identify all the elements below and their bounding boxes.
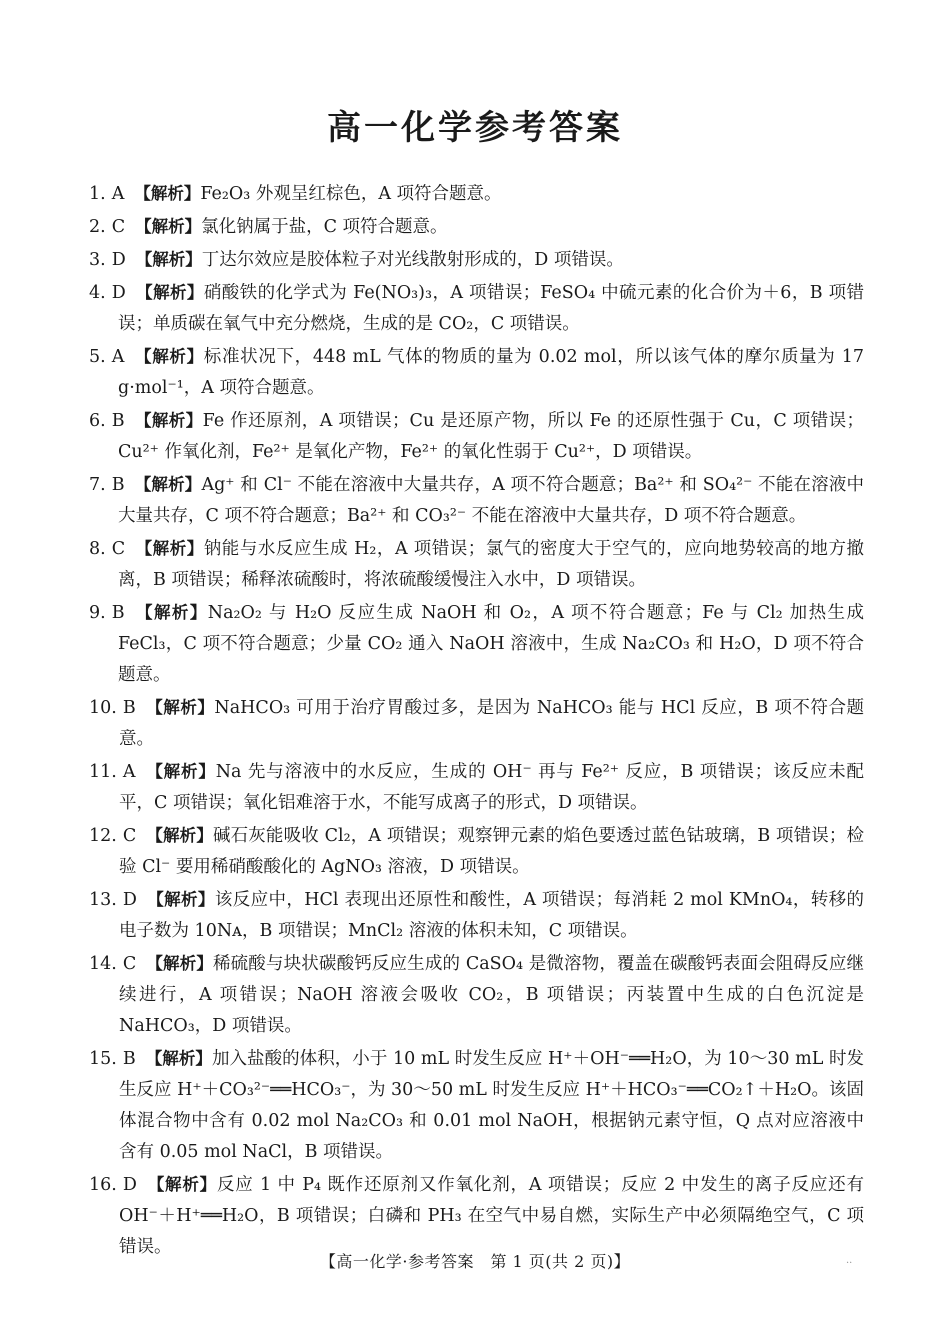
- analysis-tag: 【解析】: [135, 283, 204, 302]
- analysis-tag: 【解析】: [135, 250, 202, 269]
- item-number: 3.: [89, 250, 106, 270]
- item-answer: B: [122, 1049, 136, 1069]
- item-answer: C: [111, 217, 126, 237]
- answer-item-11: [89, 756, 864, 819]
- page-title: 高一化学参考答案: [327, 108, 623, 148]
- corner-mark: ··: [846, 1258, 853, 1269]
- analysis-tag: 【解析】: [146, 1175, 217, 1194]
- item-explanation: 该反应中，HCl 表现出还原性和酸性，A 项错误；每消耗 2 mol KMnO₄，转移的电子数为 10Nᴀ，B 项错误；MnCl₂ 溶液的体积未知，C 项错误。: [119, 890, 864, 941]
- analysis-tag: 【解析】: [135, 217, 202, 236]
- answer-item-7: [89, 469, 864, 532]
- analysis-tag: 【解析】: [146, 890, 215, 909]
- item-answer: A: [111, 184, 125, 204]
- item-explanation: 钠能与水反应生成 H₂，A 项错误；氯气的密度大于空气的，应向地势较高的地方撤离，B 项错误；稀释浓硫酸时，将浓硫酸缓慢注入水中，D 项错误。: [118, 539, 864, 590]
- item-answer: C: [122, 954, 137, 974]
- item-number: 1.: [89, 184, 106, 204]
- item-number: 13.: [89, 890, 117, 910]
- analysis-tag: 【解析】: [146, 826, 213, 845]
- analysis-tag: 【解析】: [145, 1049, 212, 1068]
- item-explanation: Fe 作还原剂，A 项错误；Cu 是还原产物，所以 Fe 的还原性强于 Cu，C 项错误；Cu²⁺ 作氧化剂，Fe²⁺ 是氧化产物，Fe²⁺ 的氧化性弱于 Cu²⁺，D 项错误。: [118, 411, 864, 462]
- item-number: 10.: [89, 698, 117, 718]
- answer-item-6: [89, 405, 864, 468]
- item-number: 12.: [89, 826, 117, 846]
- answer-item-2: [89, 211, 864, 243]
- answer-item-10: [89, 692, 864, 755]
- item-answer: D: [111, 283, 126, 303]
- item-answer: B: [122, 698, 136, 718]
- item-explanation: Ag⁺ 和 Cl⁻ 不能在溶液中大量共存，A 项不符合题意；Ba²⁺ 和 SO₄²⁻ 不能在溶液中大量共存，C 项不符合题意；Ba²⁺ 和 CO₃²⁻ 不能在溶液中大量共存，D 项不符合题意。: [118, 475, 864, 526]
- item-explanation: 硝酸铁的化学式为 Fe(NO₃)₃，A 项错误；FeSO₄ 中硫元素的化合价为＋6，B 项错误；单质碳在氧气中充分燃烧，生成的是 CO₂，C 项错误。: [118, 283, 864, 334]
- answer-item-14: [89, 948, 864, 1042]
- answer-item-1: [89, 178, 864, 210]
- item-explanation: 加入盐酸的体积，小于 10 mL 时发生反应 H⁺＋OH⁻══H₂O，为 10～30 mL 时发生反应 H⁺＋CO₃²⁻══HCO₃⁻，为 30～50 mL 时发生反应 H⁺＋HCO₃⁻══CO₂↑＋H₂O。该固体混合物中含有 0.02 mol Na₂CO₃ 和 0.01 mol NaOH，根据钠元素守恒，Q 点对应溶液中含有 0.05 mol NaCl，B 项错误。: [119, 1049, 865, 1162]
- item-number: 9.: [89, 603, 106, 623]
- analysis-tag: 【解析】: [146, 954, 213, 973]
- item-number: 5.: [89, 347, 106, 367]
- answer-list: [89, 178, 864, 1264]
- item-number: 8.: [89, 539, 106, 559]
- analysis-tag: 【解析】: [134, 347, 204, 366]
- item-answer: D: [122, 890, 137, 910]
- item-explanation: Fe₂O₃ 外观呈红棕色，A 项符合题意。: [200, 184, 502, 204]
- item-answer: D: [111, 250, 126, 270]
- item-answer: A: [111, 347, 125, 367]
- analysis-tag: 【解析】: [145, 698, 215, 717]
- item-answer: D: [122, 1175, 137, 1195]
- analysis-tag: 【解析】: [134, 603, 208, 622]
- answer-item-8: [89, 533, 864, 596]
- item-number: 14.: [89, 954, 117, 974]
- item-answer: B: [111, 411, 125, 431]
- analysis-tag: 【解析】: [134, 411, 203, 430]
- answer-item-15: [89, 1043, 864, 1168]
- answer-item-12: [89, 820, 864, 883]
- item-explanation: 稀硫酸与块状碳酸钙反应生成的 CaSO₄ 是微溶物，覆盖在碳酸钙表面会阻碍反应继续进行，A 项错误；NaOH 溶液会吸收 CO₂，B 项错误；丙装置中生成的白色沉淀是 NaHCO₃，D 项错误。: [119, 954, 864, 1036]
- analysis-tag: 【解析】: [134, 475, 202, 494]
- answer-item-9: [89, 597, 864, 691]
- analysis-tag: 【解析】: [134, 184, 201, 203]
- answer-item-13: [89, 884, 864, 947]
- item-number: 11.: [89, 762, 117, 782]
- item-explanation: 碱石灰能吸收 Cl₂，A 项错误；观察钾元素的焰色要透过蓝色钴玻璃，B 项错误；检验 Cl⁻ 要用稀硝酸酸化的 AgNO₃ 溶液，D 项错误。: [119, 826, 865, 877]
- item-answer: C: [122, 826, 137, 846]
- item-explanation: Na₂O₂ 与 H₂O 反应生成 NaOH 和 O₂，A 项不符合题意；Fe 与 Cl₂ 加热生成 FeCl₃，C 项不符合题意；少量 CO₂ 通入 NaOH 溶液中，生成 Na₂CO₃ 和 H₂O，D 项不符合题意。: [118, 603, 864, 685]
- item-number: 7.: [89, 475, 106, 495]
- item-explanation: 氯化钠属于盐，C 项符合题意。: [201, 217, 448, 237]
- item-number: 16.: [89, 1175, 117, 1195]
- item-number: 6.: [89, 411, 106, 431]
- item-number: 4.: [89, 283, 106, 303]
- item-answer: C: [111, 539, 126, 559]
- analysis-tag: 【解析】: [145, 762, 216, 781]
- item-explanation: 反应 1 中 P₄ 既作还原剂又作氧化剂，A 项错误；反应 2 中发生的离子反应还有 OH⁻＋H⁺══H₂O，B 项错误；白磷和 PH₃ 在空气中易自燃，实际生产中必须隔绝空气，C 项错误。: [119, 1175, 865, 1257]
- answer-item-5: [89, 341, 864, 404]
- answer-item-3: [89, 244, 864, 276]
- item-explanation: 丁达尔效应是胶体粒子对光线散射形成的，D 项错误。: [201, 250, 624, 270]
- answer-item-4: [89, 277, 864, 340]
- item-number: 15.: [89, 1049, 117, 1069]
- item-explanation: 标准状况下，448 mL 气体的物质的量为 0.02 mol，所以该气体的摩尔质量为 17 g·mol⁻¹，A 项符合题意。: [118, 347, 865, 398]
- analysis-tag: 【解析】: [135, 539, 204, 558]
- item-answer: A: [122, 762, 136, 782]
- item-answer: B: [111, 603, 125, 623]
- item-explanation: Na 先与溶液中的水反应，生成的 OH⁻ 再与 Fe²⁺ 反应，B 项错误；该反应未配平，C 项错误；氧化铝难溶于水，不能写成离子的形式，D 项错误。: [119, 762, 865, 813]
- item-answer: B: [111, 475, 125, 495]
- item-explanation: NaHCO₃ 可用于治疗胃酸过多，是因为 NaHCO₃ 能与 HCl 反应，B 项不符合题意。: [119, 698, 864, 749]
- page-footer: 【高一化学·参考答案 第 1 页(共 2 页)】: [319, 1252, 631, 1271]
- item-number: 2.: [89, 217, 106, 237]
